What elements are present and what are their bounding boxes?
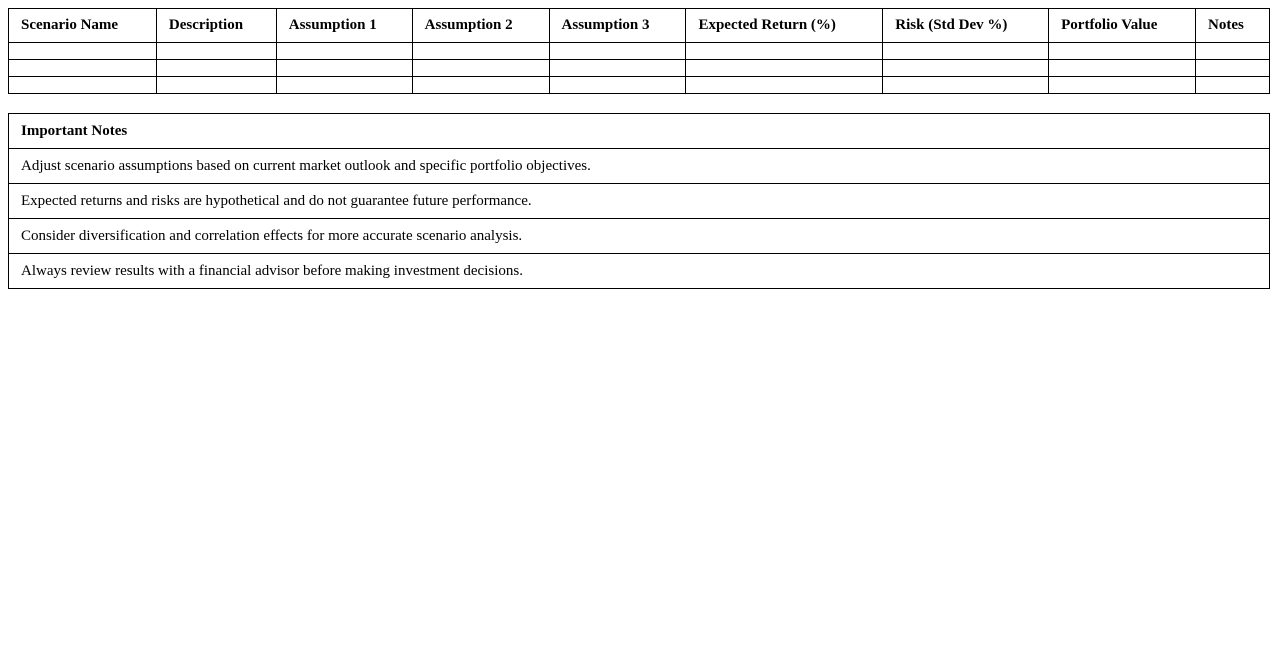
note-row <box>9 254 1270 289</box>
table-cell[interactable] <box>412 77 549 94</box>
table-cell[interactable] <box>1196 60 1270 77</box>
scenario-table-header-row <box>9 9 1270 43</box>
table-cell[interactable] <box>549 43 686 60</box>
table-row <box>9 43 1270 60</box>
column-header-scenario-name: Scenario Name <box>9 9 157 43</box>
table-cell[interactable] <box>412 43 549 60</box>
table-cell[interactable] <box>1196 43 1270 60</box>
table-cell[interactable] <box>686 77 883 94</box>
column-header-risk: Risk (Std Dev %) <box>883 9 1049 43</box>
note-row <box>9 149 1270 184</box>
notes-table <box>8 113 1270 289</box>
column-header-description: Description <box>156 9 276 43</box>
notes-table-header-row <box>9 114 1270 149</box>
table-cell[interactable] <box>883 60 1049 77</box>
note-item: Adjust scenario assumptions based on current market outlook and specific portfolio objectives. <box>9 149 1270 184</box>
table-cell[interactable] <box>1196 77 1270 94</box>
note-item: Consider diversification and correlation effects for more accurate scenario analysis. <box>9 219 1270 254</box>
table-cell[interactable] <box>156 77 276 94</box>
note-row <box>9 219 1270 254</box>
scenario-table <box>8 8 1270 94</box>
column-header-assumption-3: Assumption 3 <box>549 9 686 43</box>
table-cell[interactable] <box>549 60 686 77</box>
column-header-assumption-2: Assumption 2 <box>412 9 549 43</box>
table-cell[interactable] <box>1049 43 1196 60</box>
table-cell[interactable] <box>156 60 276 77</box>
table-cell[interactable] <box>686 60 883 77</box>
table-cell[interactable] <box>1049 77 1196 94</box>
note-item: Expected returns and risks are hypothetical and do not guarantee future performance. <box>9 184 1270 219</box>
table-cell[interactable] <box>412 60 549 77</box>
note-item: Always review results with a financial advisor before making investment decisions. <box>9 254 1270 289</box>
column-header-assumption-1: Assumption 1 <box>276 9 412 43</box>
column-header-expected-return: Expected Return (%) <box>686 9 883 43</box>
table-cell[interactable] <box>549 77 686 94</box>
table-cell[interactable] <box>9 77 157 94</box>
table-cell[interactable] <box>686 43 883 60</box>
table-row <box>9 60 1270 77</box>
table-cell[interactable] <box>883 43 1049 60</box>
column-header-notes: Notes <box>1196 9 1270 43</box>
note-row <box>9 184 1270 219</box>
table-cell[interactable] <box>276 77 412 94</box>
table-cell[interactable] <box>276 60 412 77</box>
table-cell[interactable] <box>156 43 276 60</box>
notes-title: Important Notes <box>9 114 1270 149</box>
table-cell[interactable] <box>9 43 157 60</box>
table-row <box>9 77 1270 94</box>
table-cell[interactable] <box>9 60 157 77</box>
table-cell[interactable] <box>1049 60 1196 77</box>
table-cell[interactable] <box>883 77 1049 94</box>
table-cell[interactable] <box>276 43 412 60</box>
column-header-portfolio-value: Portfolio Value <box>1049 9 1196 43</box>
